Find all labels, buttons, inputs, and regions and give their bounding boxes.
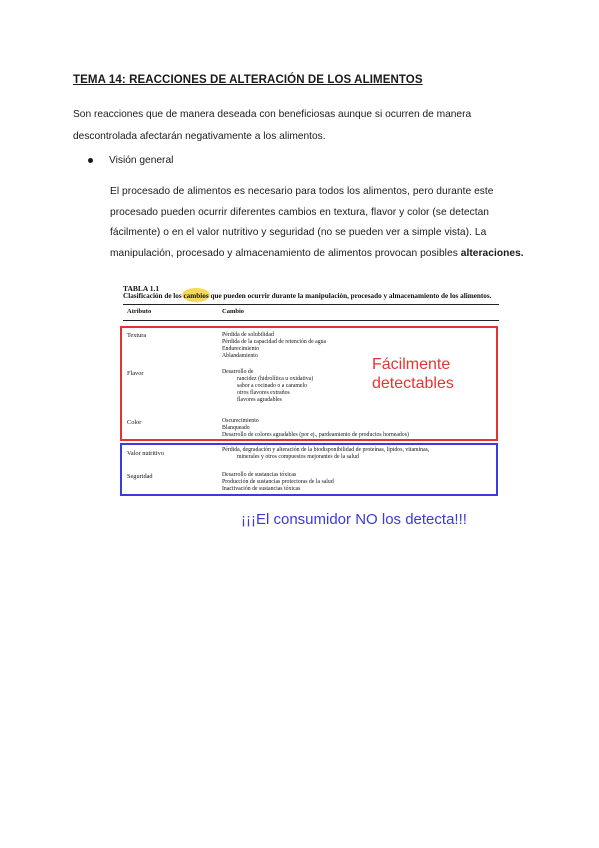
change-line: Desarrollo de colores agradables (por ej., pardeamiento de productos horneados) — [222, 432, 409, 438]
table-caption: Clasificación de los cambios que pueden ocurrir durante la manipulación, procesado y almacenamiento de los alimentos. — [123, 292, 492, 300]
change-line: rancidez (hidrolítica u oxidativa) — [237, 376, 314, 382]
table-figure — [117, 280, 507, 505]
change-line: Inactivación de sustancias tóxicas — [222, 486, 301, 492]
change-line: Blanqueado — [222, 425, 250, 431]
row-attr-textura: Textura — [127, 332, 147, 339]
red-annotation — [372, 355, 454, 393]
row-attr-valor-nutritivo: Valor nutritivo — [127, 450, 164, 457]
table-rule-top — [123, 304, 499, 305]
change-line: Ablandamiento — [222, 353, 258, 359]
change-line: Pérdida, degradación y alteración de la biodisponibilidad de proteínas, lípidos, vitaminas, — [222, 447, 430, 453]
body-bold-word: alteraciones. — [460, 247, 524, 259]
change-line: Pérdida de la capacidad de retención de agua — [222, 339, 327, 345]
table-rule-header — [123, 320, 499, 321]
row-attr-color: Color — [127, 419, 142, 426]
body-paragraph — [110, 182, 535, 264]
table-header-attr: Atributo — [127, 308, 152, 315]
change-line: sabor a cocinado o a caramelo — [237, 383, 308, 389]
change-line: Pérdida de solubilidad — [222, 332, 274, 338]
change-line: minerales y otros compuestos mejorantes de la salud — [237, 454, 359, 460]
bullet-item — [88, 155, 173, 166]
table-header-change: Cambio — [222, 308, 245, 315]
change-line: otros flavores extraños — [237, 390, 290, 396]
change-line: flavores agradables — [237, 397, 282, 403]
change-line: Endurecimiento — [222, 346, 260, 352]
red-annotation-line-1: Fácilmente — [372, 356, 451, 373]
bullet-dot-icon — [88, 158, 93, 163]
change-line: Desarrollo de sustancias tóxicas — [222, 472, 297, 478]
change-line: Producción de sustancias protectoras de la salud — [222, 479, 334, 485]
red-annotation-line-2: detectables — [372, 375, 454, 392]
row-attr-seguridad: Seguridad — [127, 473, 153, 480]
body-text: El procesado de alimentos es necesario para todos los alimentos, pero durante este procesado pueden ocurrir diferentes cambios en textura, flavor y color (se detectan fácilmente) o en el valor nutritivo y seguridad (no se pueden ver a simple vista). La manipulación, procesado y almacenamiento de alimentos provocan posibles — [110, 186, 494, 259]
table-label: TABLA 1.1 — [123, 284, 160, 293]
change-line: Desarrollo de — [222, 369, 254, 375]
blue-annotation: ¡¡¡El consumidor NO los detecta!!! — [241, 511, 467, 528]
bullet-label: Visión general — [109, 155, 174, 166]
change-line: Oscurecimiento — [222, 418, 259, 424]
row-attr-flavor: Flavor — [127, 370, 144, 377]
intro-paragraph: Son reacciones que de manera deseada con beneficiosas aunque si ocurren de manera descontrolada afectarán negativamente a los alimentos. — [73, 109, 472, 142]
page-title: TEMA 14: REACCIONES DE ALTERACIÓN DE LOS ALIMENTOS — [73, 74, 423, 86]
